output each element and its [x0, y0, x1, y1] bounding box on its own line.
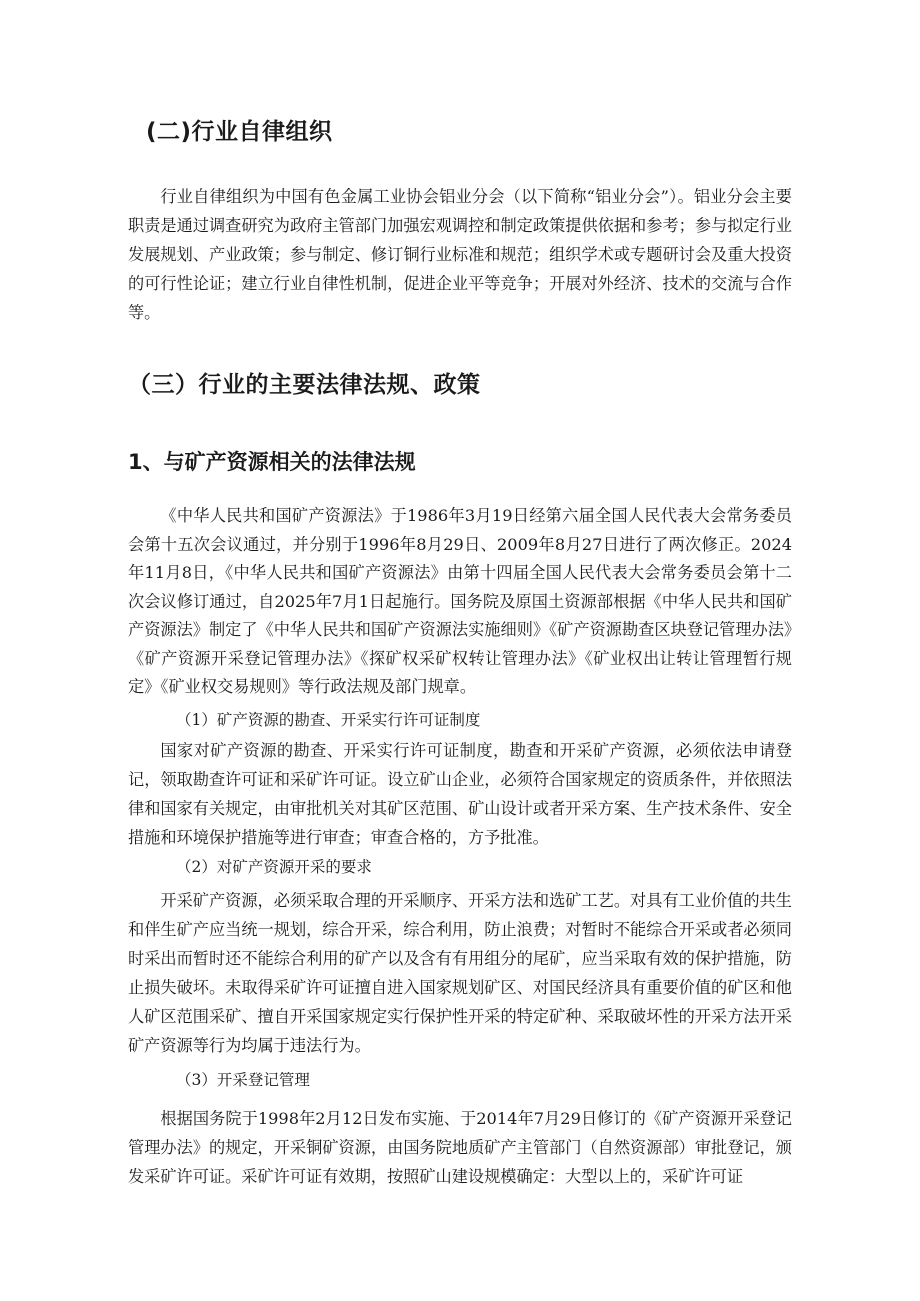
section-heading-laws-policies: （三）行业的主要法律法规、政策 [128, 372, 481, 398]
paragraph-mining-requirements: 开采矿产资源，必须采取合理的开采顺序、开采方法和选矿工艺。对具有工业价值的共生和伴生矿产应当统一规划，综合开采，综合利用，防止浪费；对暂时不能综合开采或者必须同时采出而暂时还不能综合利用的矿产以及含有有用组分的尾矿，应当采取有效的保护措施，防止损失破坏。未取得采矿许可证擅自进入国家规划矿区、对国民经济具有重要价值的矿区和他人矿区范围采矿、擅自开采国家规定实行保护性开采的特定矿种、采取破坏性的开采方法开采矿产资源等行为均属于违法行为。 [128, 891, 792, 1055]
paragraph-mineral-resources-law: 《中华人民共和国矿产资源法》于1986年3月19日经第六届全国人民代表大会常务委员会第十五次会议通过，并分别于1996年8月29日、2009年8月27日进行了两次修正。2024年11月8日，《中华人民共和国矿产资源法》由第十四届全国人民代表大会常务委员会第十二次会议修订通过，自2025年7月1日起施行。国务院及原国土资源部根据《中华人民共和国矿产资源法》制定了《中华人民共和国矿产资源法实施细则》《矿产资源勘查区块登记管理办法》《矿产资源开采登记管理办法》《探矿权采矿权转让管理办法》《矿业权出让转让管理暂行规定》《矿业权交易规则》等行政法规及部门规章。 [128, 506, 792, 696]
paragraph-mining-registration: 根据国务院于1998年2月12日发布实施、于2014年7月29日修订的《矿产资源开采登记管理办法》的规定，开采铜矿资源，由国务院地质矿产主管部门（自然资源部）审批登记，颁发采矿许可证。采矿许可证有效期，按照矿山建设规模确定：大型以上的，采矿许可证 [128, 1109, 792, 1186]
subsection-heading-mineral-laws: 1、与矿产资源相关的法律法规 [128, 450, 416, 474]
item-heading-licensing-system: （1）矿产资源的勘查、开采实行许可证制度 [176, 711, 481, 729]
paragraph-aluminum-association: 行业自律组织为中国有色金属工业协会铝业分会（以下简称“铝业分会”）。铝业分会主要职责是通过调查研究为政府主管部门加强宏观调控和制定政策提供依据和参考；参与拟定行业发展规划、产业政策；参与制定、修订铜行业标准和规范；组织学术或专题研讨会及重大投资的可行性论证；建立行业自律性机制，促进企业平等竞争；开展对外经济、技术的交流与合作等。 [128, 187, 792, 322]
item-heading-mining-registration: （3）开采登记管理 [176, 1071, 310, 1089]
paragraph-licensing-system: 国家对矿产资源的勘查、开采实行许可证制度，勘查和开采矿产资源，必须依法申请登记，领取勘查许可证和采矿许可证。设立矿山企业，必须符合国家规定的资质条件，并依照法律和国家有关规定，由审批机关对其矿区范围、矿山设计或者开采方案、生产技术条件、安全措施和环境保护措施等进行审查；审查合格的，方予批准。 [128, 741, 792, 847]
section-heading-industry-self-regulation: (二)行业自律组织 [146, 119, 333, 145]
item-heading-mining-requirements: （2）对矿产资源开采的要求 [176, 858, 372, 876]
